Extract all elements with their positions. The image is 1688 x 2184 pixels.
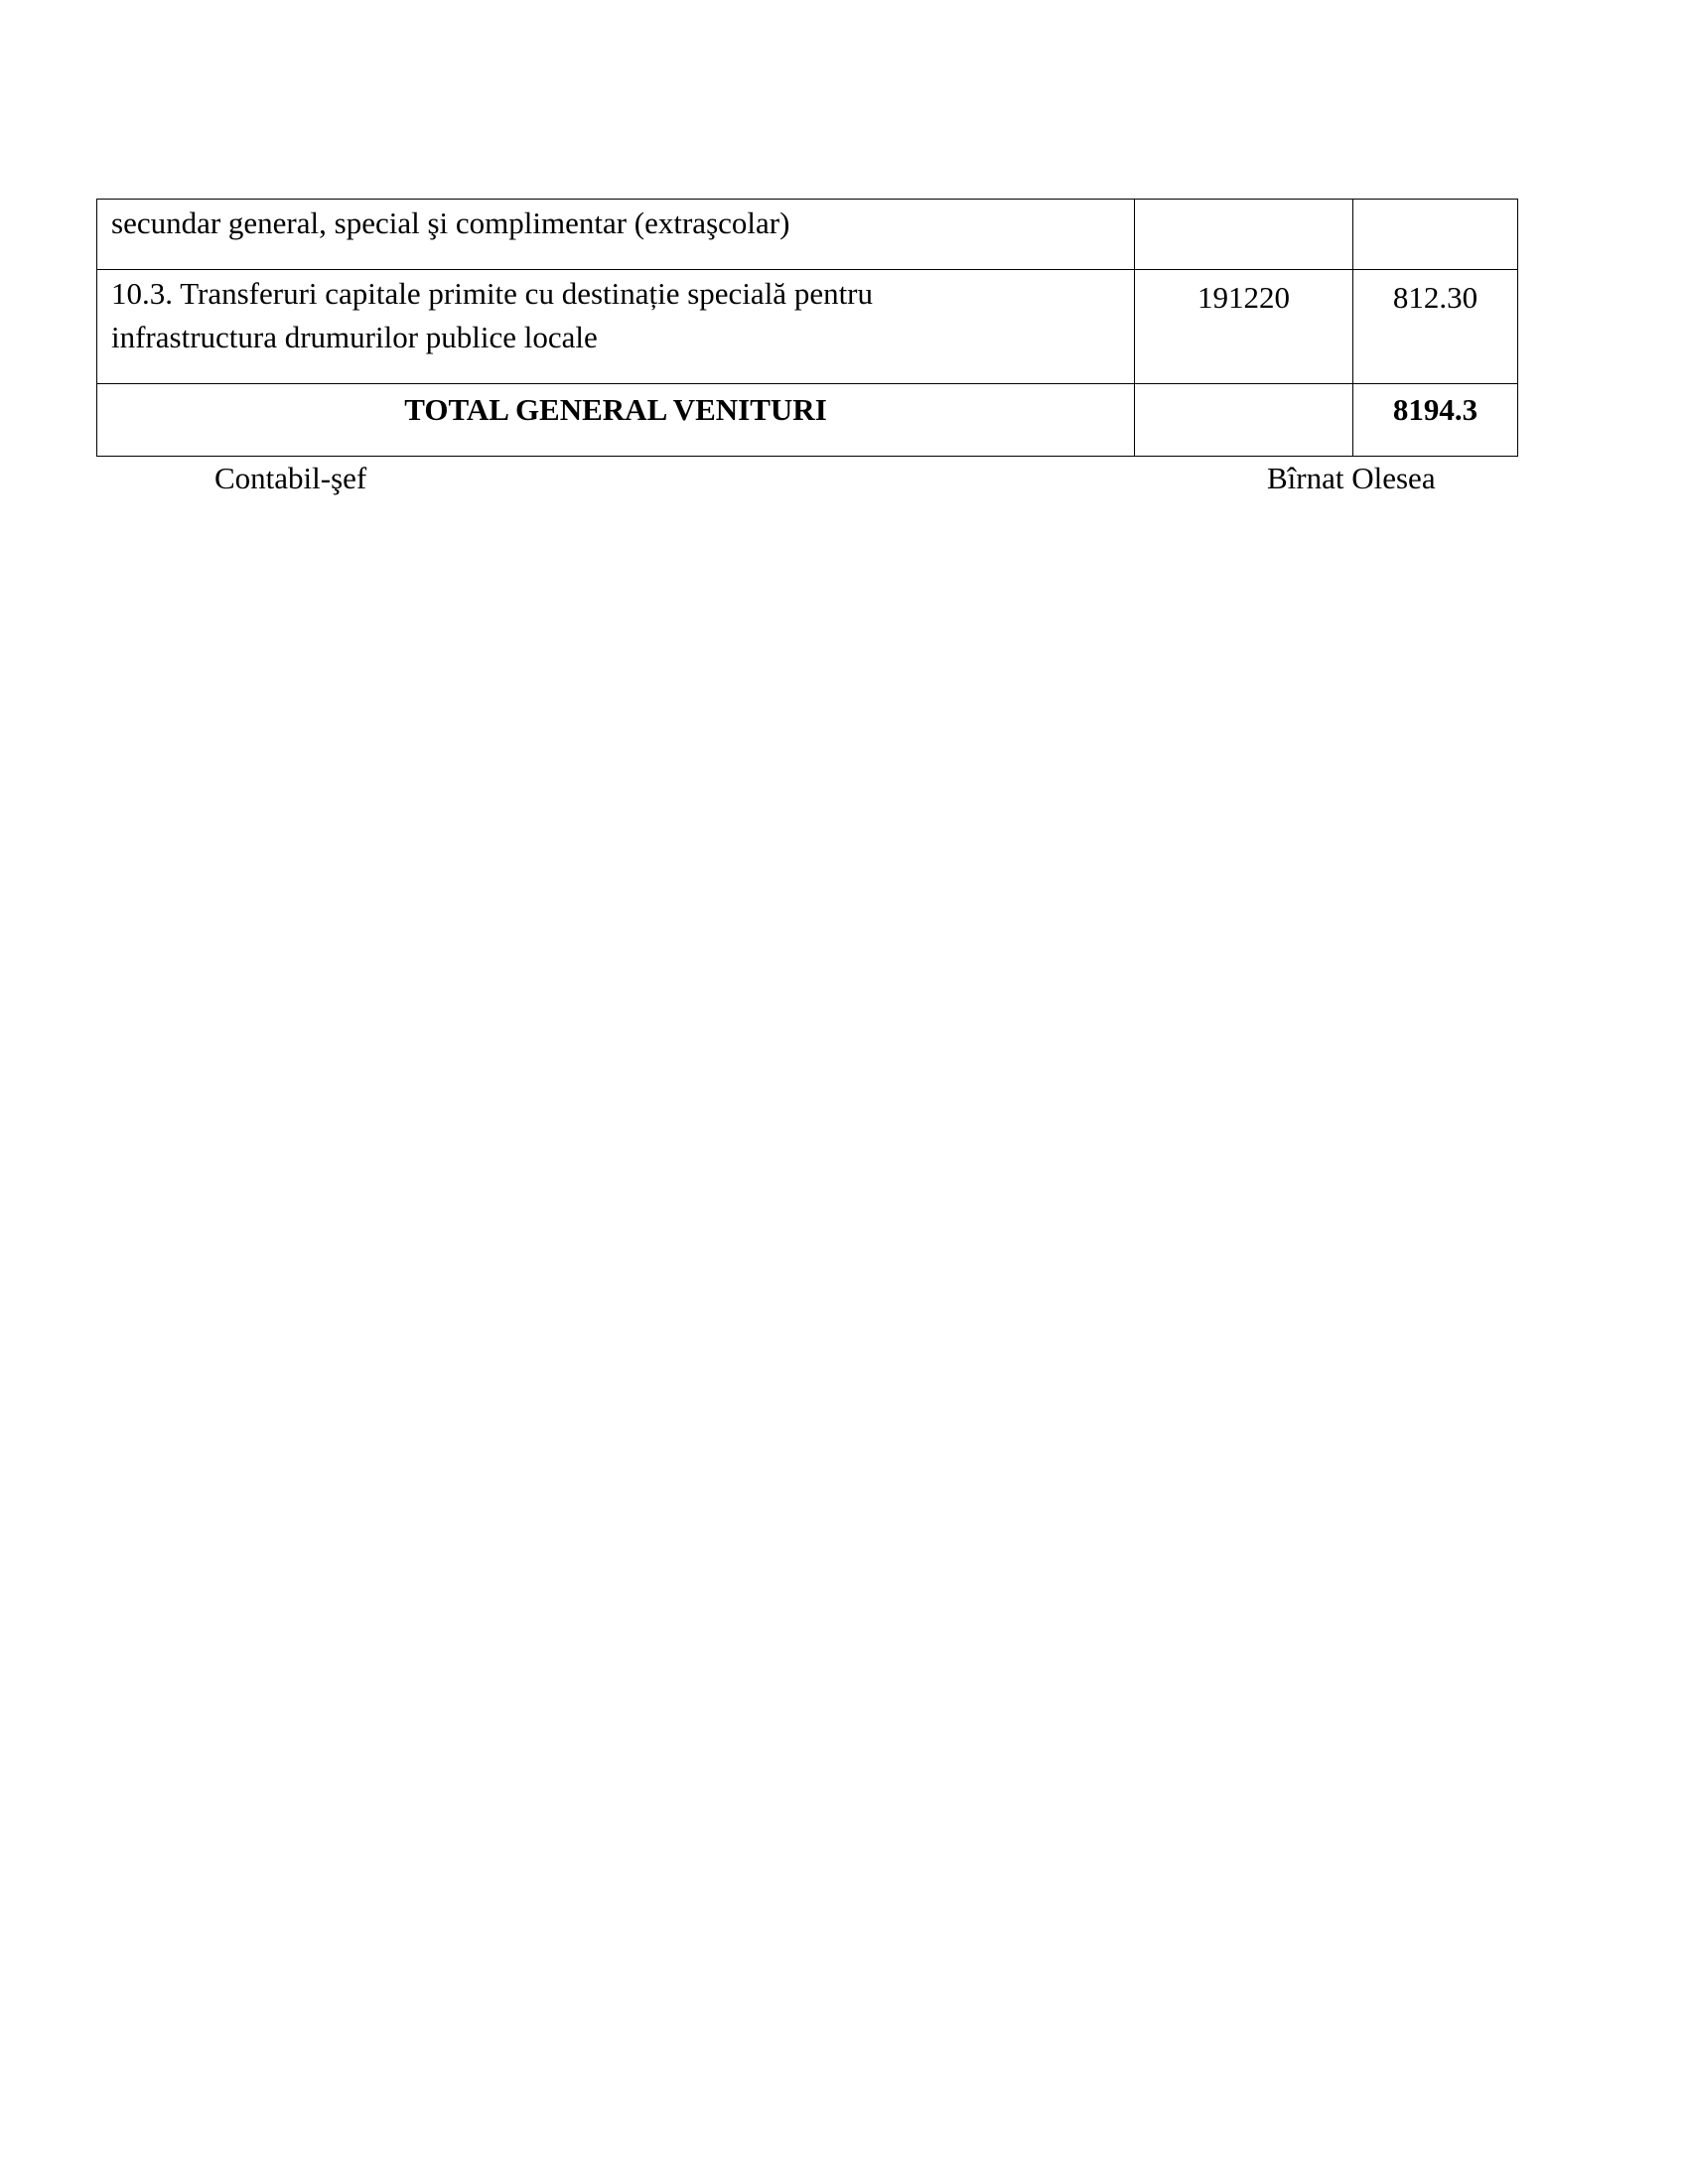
- row-description: [97, 270, 1135, 384]
- row-code: 191220: [1135, 270, 1353, 384]
- table-row: [97, 270, 1518, 384]
- total-label: TOTAL GENERAL VENITURI: [97, 384, 1135, 457]
- row-amount: [1353, 200, 1518, 270]
- total-code: [1135, 384, 1353, 457]
- table-row: [97, 200, 1518, 270]
- row-code: [1135, 200, 1353, 270]
- total-row: [97, 384, 1518, 457]
- signature-role: Contabil-şef: [214, 461, 367, 495]
- description-line: 10.3. Transferuri capitale primite cu destinație specială pentru: [111, 276, 874, 311]
- total-amount: 8194.3: [1353, 384, 1518, 457]
- signature-name: Bîrnat Olesea: [1267, 461, 1436, 495]
- revenue-table: [96, 199, 1518, 457]
- row-amount: 812.30: [1353, 270, 1518, 384]
- description-line: infrastructura drumurilor publice locale: [111, 320, 598, 354]
- row-description: [97, 200, 1135, 270]
- description-line: secundar general, special şi complimentar (extraşcolar): [111, 205, 790, 240]
